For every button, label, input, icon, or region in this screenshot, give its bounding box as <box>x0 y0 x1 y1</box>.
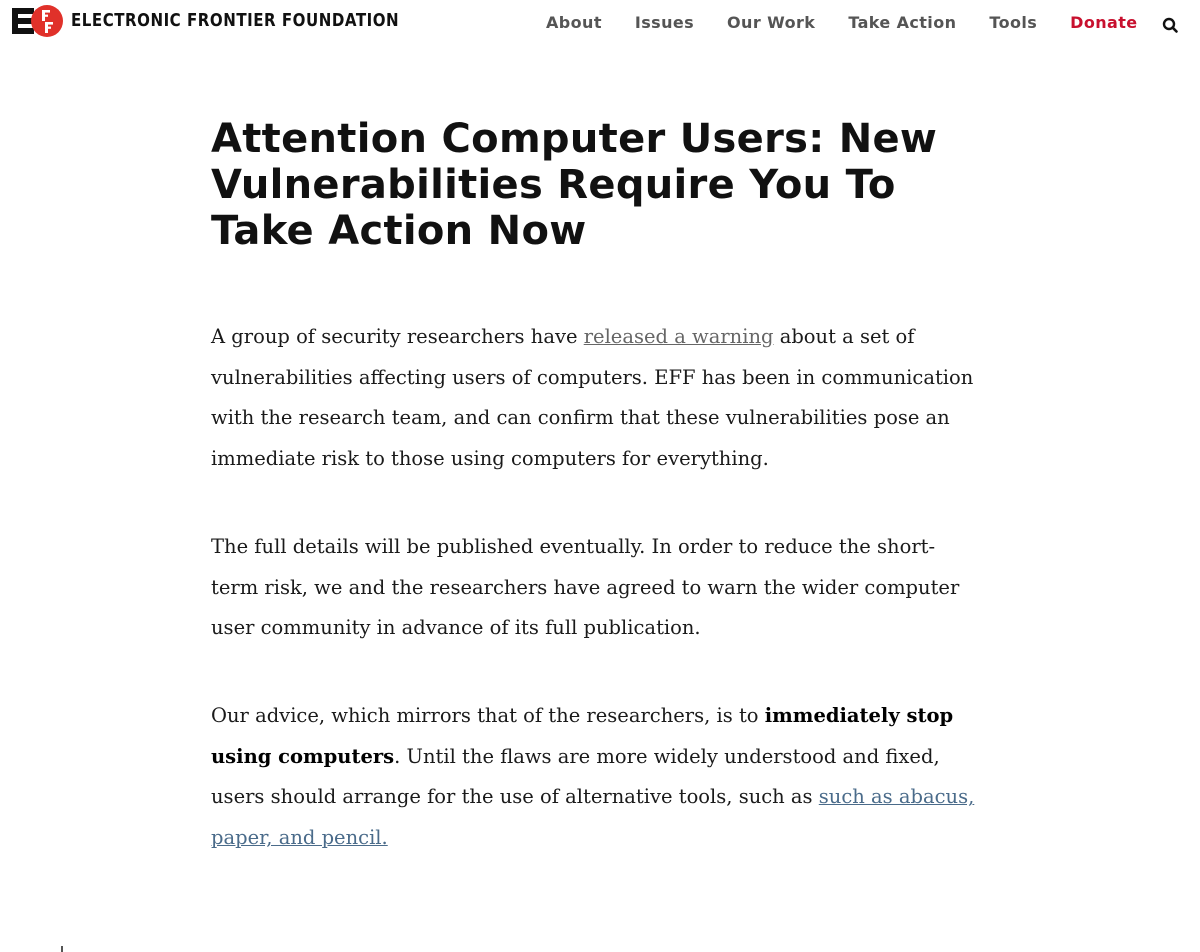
released-warning-link[interactable]: released a warning <box>583 325 774 348</box>
site-header <box>0 0 1200 46</box>
alternative-tools-link[interactable]: such as abacus, paper, and pencil. <box>211 785 975 850</box>
nav-tools[interactable]: Tools <box>989 13 1038 32</box>
paragraph-1-text-a: A group of security researchers have <box>211 325 584 348</box>
article-title: Attention Computer Users: New Vulnerabilities Require You To Take Action Now <box>211 116 938 254</box>
advice-emphasis: immediately stop using computers <box>211 703 954 768</box>
logo-wordmark: ELECTRONIC FRONTIER FOUNDATION <box>71 11 400 31</box>
paragraph-1 <box>211 317 981 480</box>
paragraph-3-text-a: Our advice, which mirrors that of the researchers, is to <box>211 703 765 727</box>
nav-donate[interactable]: Donate <box>1070 13 1138 32</box>
nav-our-work[interactable]: Our Work <box>727 13 816 32</box>
search-icon[interactable] <box>1161 15 1181 35</box>
paragraph-1-text-b: about a set of vulnerabilities affecting users of computers. EFF has been in communication with the research team, and can confirm that these vulnerabilities pose an immediate risk to those using computers for everything. <box>211 325 974 471</box>
paragraph-2: The full details will be published eventually. In order to reduce the short-term risk, we and the researchers have agreed to warn the wider computer user community in advance of its full publication. <box>211 534 960 640</box>
article <box>211 116 991 859</box>
paragraph-3-text-b: . Until the flaws are more widely understood and fixed, users should arrange for the use of alternative tools, such as <box>211 744 940 809</box>
nav-issues[interactable]: Issues <box>634 13 695 32</box>
nav-about[interactable]: About <box>546 13 602 32</box>
nav-take-action[interactable]: Take Action <box>848 13 957 32</box>
eff-logo-link[interactable] <box>12 4 453 38</box>
main-nav <box>546 13 1138 33</box>
page-edge-mark <box>61 946 63 952</box>
eff-logo-icon <box>12 4 64 38</box>
paragraph-3 <box>211 696 981 859</box>
